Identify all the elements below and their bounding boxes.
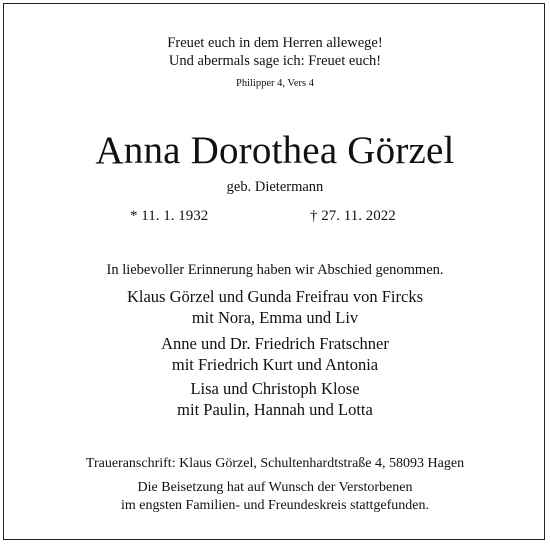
burial-note bbox=[0, 479, 550, 515]
family-1-line-1: Klaus Görzel und Gunda Freifrau von Fircks bbox=[126, 287, 424, 306]
family-group-2 bbox=[0, 333, 550, 375]
family-group-3 bbox=[0, 378, 550, 420]
verse-reference: Philipper 4, Vers 4 bbox=[236, 78, 314, 89]
family-3-line-2: mit Paulin, Hannah und Lotta bbox=[177, 400, 373, 419]
intro-text: In liebevoller Erinnerung haben wir Abschied genommen. bbox=[106, 262, 444, 278]
family-1-line-2: mit Nora, Emma und Liv bbox=[191, 308, 359, 327]
death-date: † 27. 11. 2022 bbox=[310, 208, 396, 224]
verse-line-1: Freuet euch in dem Herren allewege! bbox=[167, 35, 383, 51]
family-2-line-1: Anne und Dr. Friedrich Fratschner bbox=[161, 334, 389, 353]
birth-name: geb. Dietermann bbox=[226, 179, 324, 195]
birth-date: * 11. 1. 1932 bbox=[130, 208, 209, 224]
family-group-1 bbox=[0, 286, 550, 328]
family-3-line-1: Lisa und Christoph Klose bbox=[190, 379, 360, 398]
deceased-name: Anna Dorothea Görzel bbox=[95, 129, 455, 172]
burial-note-line-2: im engsten Familien- und Freundeskreis stattgefunden. bbox=[121, 498, 429, 513]
funeral-address: Traueranschrift: Klaus Görzel, Schultenhardtstraße 4, 58093 Hagen bbox=[85, 456, 465, 471]
family-2-line-2: mit Friedrich Kurt und Antonia bbox=[171, 355, 379, 374]
verse-line-2: Und abermals sage ich: Freuet euch! bbox=[168, 53, 382, 69]
bible-verse bbox=[0, 34, 550, 70]
burial-note-line-1: Die Beisetzung hat auf Wunsch der Verstorbenen bbox=[137, 480, 413, 495]
